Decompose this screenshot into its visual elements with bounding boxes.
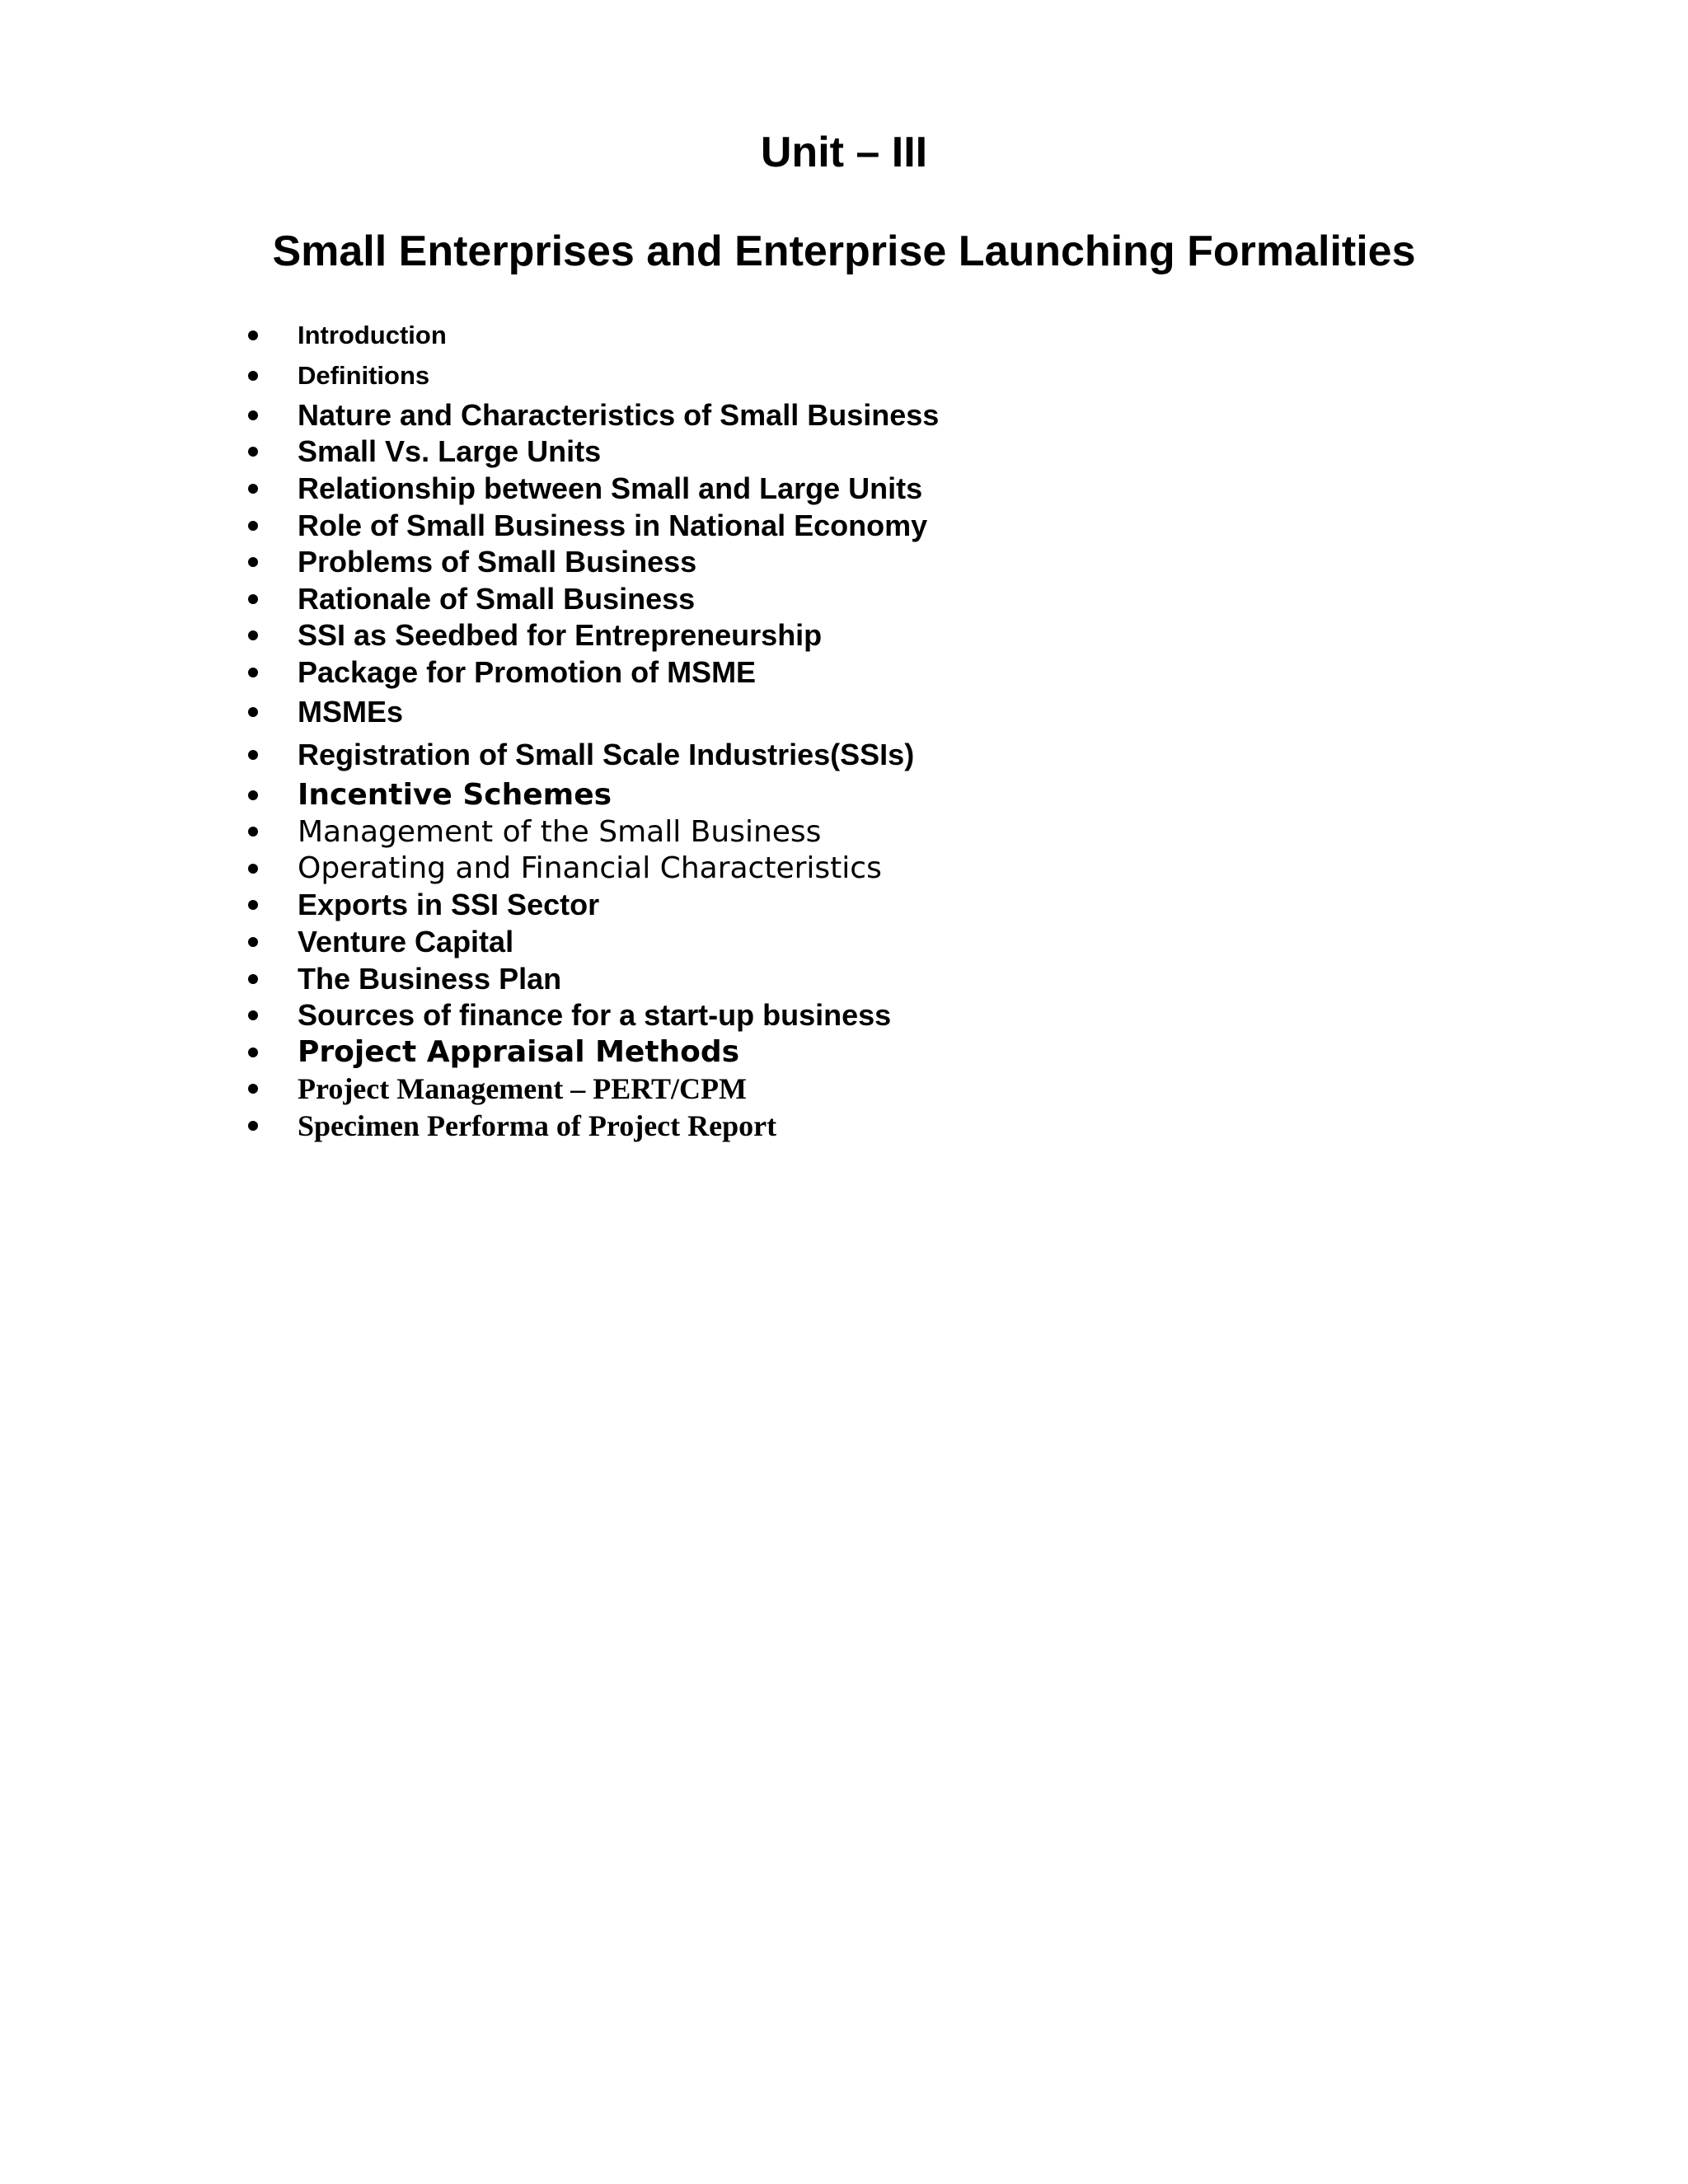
bullet-icon — [248, 594, 258, 604]
bullet-icon — [248, 630, 258, 640]
bullet-icon — [248, 447, 258, 457]
bullet-icon — [248, 410, 258, 420]
bullet-icon — [248, 974, 258, 984]
list-item — [247, 997, 1566, 1034]
topic-label: Incentive Schemes — [298, 778, 612, 813]
list-item — [247, 581, 1566, 618]
list-item — [247, 354, 1566, 397]
list-item — [247, 691, 1566, 733]
bullet-icon — [248, 864, 258, 874]
list-item — [247, 617, 1566, 654]
bullet-icon — [248, 937, 258, 947]
list-item — [247, 1034, 1566, 1071]
bullet-icon — [248, 900, 258, 910]
list-item — [247, 654, 1566, 691]
topic-label: Small Vs. Large Units — [298, 434, 602, 469]
bullet-icon — [248, 1121, 258, 1131]
list-item — [247, 1071, 1566, 1108]
bullet-icon — [248, 1047, 258, 1057]
topic-label: Management of the Small Business — [298, 814, 822, 849]
list-item — [247, 733, 1566, 776]
list-item — [247, 507, 1566, 544]
topic-label: Introduction — [298, 321, 447, 350]
topic-label: Nature and Characteristics of Small Business — [298, 397, 940, 432]
unit-title: Unit – III — [760, 129, 928, 176]
list-item — [247, 960, 1566, 997]
topic-label: The Business Plan — [298, 961, 562, 996]
bullet-icon — [248, 1084, 258, 1094]
topic-label: Project Appraisal Methods — [298, 1035, 740, 1070]
topic-label: Operating and Financial Characteristics — [298, 851, 882, 886]
topic-label: Sources of finance for a start-up business — [298, 998, 892, 1033]
list-item — [247, 813, 1566, 851]
topic-label: SSI as Seedbed for Entrepreneurship — [298, 618, 823, 653]
bullet-icon — [248, 330, 258, 340]
topic-label: Relationship between Small and Large Units — [298, 471, 923, 506]
topic-label: Venture Capital — [298, 925, 514, 959]
topic-label: Exports in SSI Sector — [298, 888, 600, 922]
list-item — [247, 1108, 1566, 1145]
bullet-icon — [248, 790, 258, 800]
list-item — [247, 924, 1566, 961]
bullet-icon — [248, 827, 258, 837]
bullet-icon — [248, 521, 258, 531]
bullet-icon — [248, 484, 258, 494]
bullet-icon — [248, 557, 258, 567]
main-title: Small Enterprises and Enterprise Launching Formalities — [272, 227, 1416, 275]
topic-label: Registration of Small Scale Industries(SSIs) — [298, 738, 915, 772]
list-item — [247, 397, 1566, 434]
list-item — [247, 544, 1566, 581]
list-item — [247, 434, 1566, 471]
list-item — [247, 471, 1566, 508]
list-item — [247, 887, 1566, 924]
topic-label: Specimen Performa of Project Report — [298, 1108, 777, 1142]
topic-label: Package for Promotion of MSME — [298, 655, 757, 690]
topic-label: Definitions — [298, 360, 430, 390]
topic-label: Role of Small Business in National Economy — [298, 508, 928, 542]
bullet-icon — [248, 668, 258, 677]
topic-label: MSMEs — [298, 695, 404, 729]
list-item — [247, 317, 1566, 354]
topic-list — [247, 317, 1566, 1144]
topic-label: Rationale of Small Business — [298, 581, 696, 616]
bullet-icon — [248, 707, 258, 717]
topic-label: Project Management – PERT/CPM — [298, 1072, 747, 1106]
list-item — [247, 851, 1566, 888]
bullet-icon — [248, 371, 258, 381]
bullet-icon — [248, 750, 258, 760]
bullet-icon — [248, 1010, 258, 1020]
list-item — [247, 776, 1566, 813]
topic-label: Problems of Small Business — [298, 545, 697, 579]
